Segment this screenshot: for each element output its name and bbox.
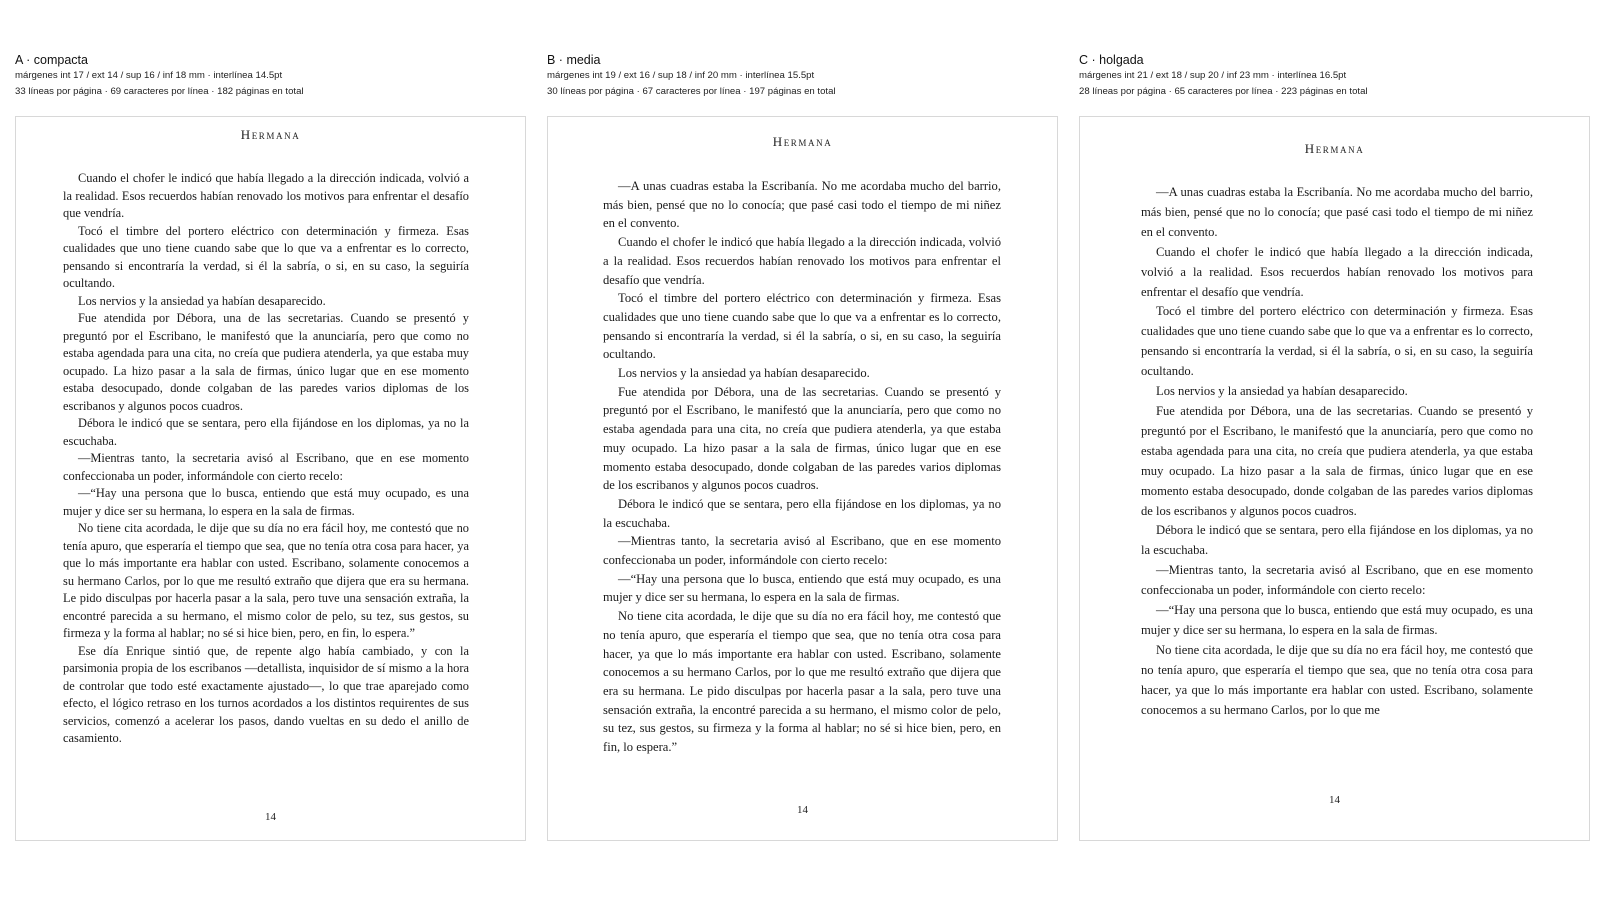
paragraph: Tocó el timbre del portero eléctrico con determinación y firmeza. Esas cualidades que uno tiene cuando sabe que lo que va a enfrentar es lo correcto, pensando si encontraría la verdad, si él la sabría, o si, en su caso, la seguiría ocultando. (1141, 304, 1533, 379)
running-head: Hermana (240, 127, 301, 142)
page-number: 14 (265, 811, 276, 823)
paragraph: —“Hay una persona que lo busca, entiendo que está muy ocupado, es una mujer y dice ser su hermana, lo espera en la sala de firmas. (63, 486, 469, 518)
variant-page-stats: 33 líneas por página · 69 caracteres por línea · 182 páginas en total (15, 86, 304, 97)
body-text (603, 177, 1001, 757)
running-head: Hermana (772, 134, 833, 149)
paragraph: Tocó el timbre del portero eléctrico con determinación y firmeza. Esas cualidades que uno tiene cuando sabe que lo que va a enfrentar es lo correcto, pensando si encontraría la verdad, si él la sabría, o si, en su caso, la seguiría ocultando. (603, 291, 1001, 362)
paragraph: Los nervios y la ansiedad ya habían desaparecido. (618, 366, 870, 381)
paragraph: Fue atendida por Débora, una de las secretarias. Cuando se presentó y preguntó por el Escribano, le manifestó que la anunciaría, pero que como no estaba agendada para una cita, no creía que pudiera atenderla, ya que estaba muy ocupado. La hizo pasar a la sala de firmas, único lugar que en ese momento estaba desocupado, donde colgaban de las paredes varios diplomas de los escribanos y algunos pocos cuadros. (63, 311, 469, 413)
paragraph: Débora le indicó que se sentara, pero ella fijándose en los diplomas, ya no la escuchaba. (603, 496, 1001, 530)
paragraph: No tiene cita acordada, le dije que su día no era fácil hoy, me contestó que no tenía apuro, que esperaría el tiempo que sea, que no tenía otra cosa para hacer, ya que lo más importante era hablar con usted. Escribano, solamente conocemos a su hermano Carlos, por lo que me (1141, 642, 1533, 717)
variant-page-stats: 28 líneas por página · 65 caracteres por línea · 223 páginas en total (1079, 86, 1368, 97)
page-preview (1079, 116, 1590, 841)
paragraph: No tiene cita acordada, le dije que su día no era fácil hoy, me contestó que no tenía apuro, que esperaría el tiempo que sea, que no tenía otra cosa para hacer, ya que lo más importante era hablar con usted. Escribano, solamente conocemos a su hermano Carlos, por lo que me resultó extraño que dijera que era su hermana. Le pido disculpas por hacerla pasar a la sala, pero tuve una sensación extraña, la encontré parecida a su hermano, el mismo color de pelo, su tez, sus gestos, su firmeza y la forma al hablar; no sé si hice bien, pero, en fin, lo espera.” (63, 521, 469, 640)
variant-margins-info: márgenes int 21 / ext 18 / sup 20 / inf 23 mm · interlínea 16.5pt (1079, 70, 1347, 81)
variant-label: B · media (547, 53, 601, 67)
paragraph: Ese día Enrique sintió que, de repente algo había cambiado, y con la parsimonia propia de los escribanos —detallista, inquisidor de sí mismo a la hora de controlar que todo esté exactamente ajustado—, lo que trae aparejado como efecto, el lógico retraso en los turnos acordados a los distintos requirentes de sus servicios, comenzó a acelerar los pasos, dando vueltas en su dedo el anillo de casamiento. (63, 643, 469, 745)
variant-label: A · compacta (15, 53, 88, 67)
paragraph: Cuando el chofer le indicó que había llegado a la dirección indicada, volvió a la realidad. Esos recuerdos habían renovado los motivos para enfrentar el desafío que vendría. (63, 171, 469, 220)
paragraph: Tocó el timbre del portero eléctrico con determinación y firmeza. Esas cualidades que uno tiene cuando sabe que lo que va a enfrentar es lo correcto, pensando si encontraría la verdad, si él la sabría, o si, en su caso, la seguiría ocultando. (63, 223, 469, 290)
paragraph: —“Hay una persona que lo busca, entiendo que está muy ocupado, es una mujer y dice ser su hermana, lo espera en la sala de firmas. (1141, 603, 1533, 637)
paragraph: Los nervios y la ansiedad ya habían desaparecido. (1156, 384, 1408, 399)
page-number: 14 (1329, 794, 1340, 806)
paragraph: —Mientras tanto, la secretaria avisó al Escribano, que en ese momento confeccionaba un poder, informándole con cierto recelo: (63, 451, 469, 483)
page-number: 14 (797, 804, 808, 816)
paragraph: —“Hay una persona que lo busca, entiendo que está muy ocupado, es una mujer y dice ser su hermana, lo espera en la sala de firmas. (603, 571, 1001, 605)
variant-label: C · holgada (1079, 53, 1144, 67)
paragraph: —Mientras tanto, la secretaria avisó al Escribano, que en ese momento confeccionaba un poder, informándole con cierto recelo: (603, 534, 1001, 568)
paragraph: Cuando el chofer le indicó que había llegado a la dirección indicada, volvió a la realidad. Esos recuerdos habían renovado los motivos para enfrentar el desafío que vendría. (603, 235, 1001, 287)
body-text (63, 170, 469, 748)
variant-page-stats: 30 líneas por página · 67 caracteres por línea · 197 páginas en total (547, 86, 836, 97)
body-text (1141, 183, 1533, 720)
paragraph: Fue atendida por Débora, una de las secretarias. Cuando se presentó y preguntó por el Escribano, le manifestó que la anunciaría, pero que como no estaba agendada para una cita, no creía que pudiera atenderla, ya que estaba muy ocupado. La hizo pasar a la sala de firmas, único lugar que en ese momento estaba desocupado, donde colgaban de las paredes varios diplomas de los escribanos y algunos pocos cuadros. (603, 384, 1001, 493)
paragraph: Débora le indicó que se sentara, pero ella fijándose en los diplomas, ya no la escuchaba. (1141, 523, 1533, 558)
paragraph: Fue atendida por Débora, una de las secretarias. Cuando se presentó y preguntó por el Escribano, le manifestó que la anunciaría, pero que como no estaba agendada para una cita, no creía que pudiera atenderla, ya que estaba muy ocupado. La hizo pasar a la sala de firmas, único lugar que en ese momento estaba desocupado, donde colgaban de las paredes varios diplomas de los escribanos y algunos pocos cuadros. (1141, 403, 1533, 518)
paragraph: —A unas cuadras estaba la Escribanía. No me acordaba mucho del barrio, más bien, pensé que no lo conocía; que pasé casi todo el tiempo de mi niñez en el convento. (603, 179, 1001, 231)
paragraph: —Mientras tanto, la secretaria avisó al Escribano, que en ese momento confeccionaba un poder, informándole con cierto recelo: (1141, 563, 1533, 598)
page-preview (15, 116, 526, 841)
paragraph: Los nervios y la ansiedad ya habían desaparecido. (78, 293, 326, 308)
paragraph: No tiene cita acordada, le dije que su día no era fácil hoy, me contestó que no tenía apuro, que esperaría el tiempo que sea, que no tenía otra cosa para hacer, ya que lo más importante era hablar con usted. Escribano, solamente conocemos a su hermano Carlos, por lo que me resultó extraño que dijera que era su hermana. Le pido disculpas por hacerla pasar a la sala, pero tuve una sensación extraña, la encontré parecida a su hermano, el mismo color de pelo, su tez, sus gestos, su firmeza y la forma al hablar; no sé si hice bien, pero, en fin, lo espera.” (603, 609, 1001, 755)
variant-margins-info: márgenes int 19 / ext 16 / sup 18 / inf 20 mm · interlínea 15.5pt (547, 70, 815, 81)
running-head: Hermana (1304, 141, 1365, 156)
page-preview (547, 116, 1058, 841)
paragraph: Débora le indicó que se sentara, pero ella fijándose en los diplomas, ya no la escuchaba. (63, 416, 469, 448)
paragraph: Cuando el chofer le indicó que había llegado a la dirección indicada, volvió a la realidad. Esos recuerdos habían renovado los motivos para enfrentar el desafío que vendría. (1141, 244, 1533, 299)
variant-margins-info: márgenes int 17 / ext 14 / sup 16 / inf 18 mm · interlínea 14.5pt (15, 70, 283, 81)
paragraph: —A unas cuadras estaba la Escribanía. No me acordaba mucho del barrio, más bien, pensé que no lo conocía; que pasé casi todo el tiempo de mi niñez en el convento. (1141, 185, 1533, 239)
